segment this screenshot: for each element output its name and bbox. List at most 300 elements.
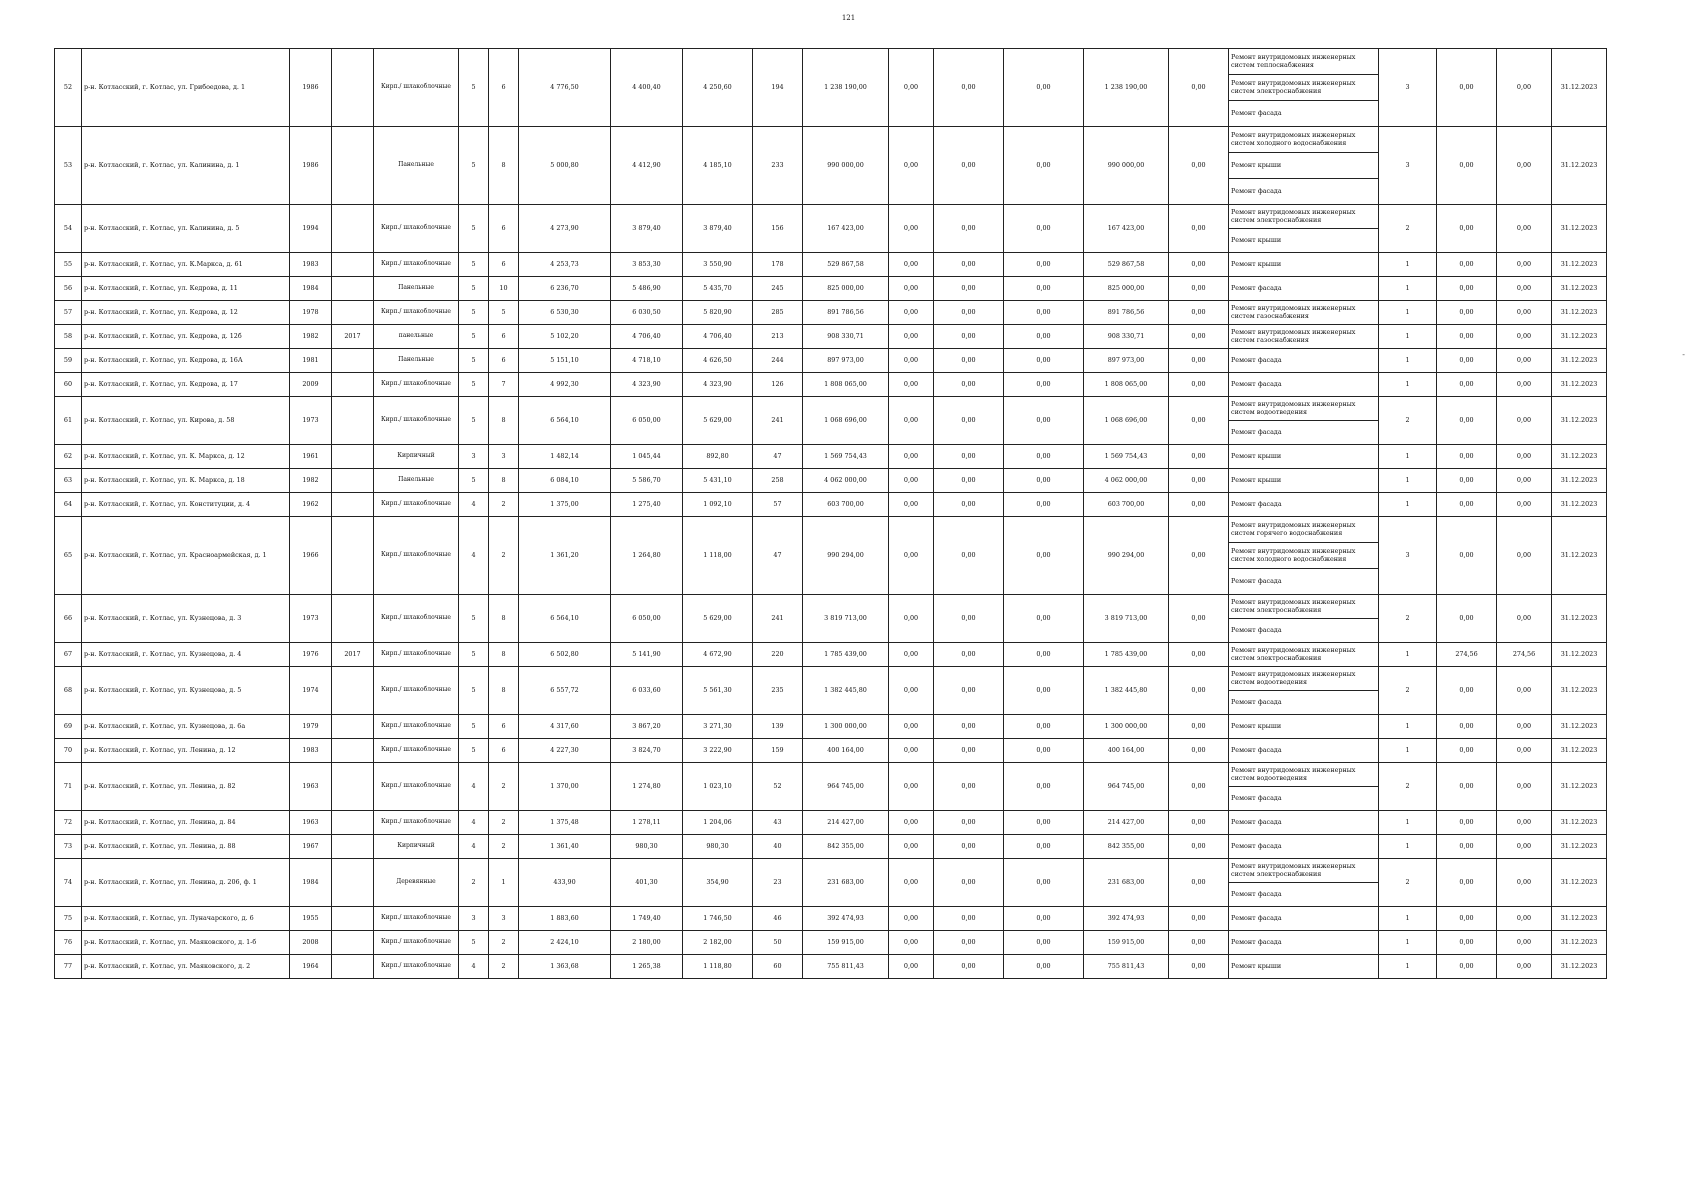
fund-regional-cell: 0,00: [934, 469, 1004, 493]
premises-area-cell: 6 050,00: [611, 397, 683, 445]
cost-total-cell: 908 330,71: [803, 325, 889, 349]
fund-owners-cell: 400 164,00: [1084, 739, 1169, 763]
row-number: 73: [55, 835, 82, 859]
unit-cost-cell: 0,00: [1437, 325, 1497, 349]
table-row: [55, 907, 1607, 931]
cost-total-cell: 1 382 445,80: [803, 667, 889, 715]
cost-total-cell: 842 355,00: [803, 835, 889, 859]
fund-regional-cell: 0,00: [934, 493, 1004, 517]
year-built-cell: 1983: [290, 253, 332, 277]
work-item: Ремонт фасада: [1231, 186, 1282, 195]
address-cell: р-н. Котласский, г. Котлас, ул. Кузнецова, д. 3: [82, 595, 290, 643]
fund-federal-cell: 0,00: [889, 859, 934, 907]
work-item: Ремонт внутридомовых инженерных систем теплоснабжения: [1229, 49, 1378, 75]
wall-material-cell: Панельные: [374, 469, 459, 493]
fund-local-cell: 0,00: [1004, 931, 1084, 955]
works-cell: [1229, 955, 1379, 979]
residents-cell: 241: [753, 397, 803, 445]
year-overhaul-cell: [332, 859, 374, 907]
residents-cell: 194: [753, 49, 803, 127]
address-cell: р-н. Котласский, г. Котлас, ул. Ленина, д. 88: [82, 835, 290, 859]
table-row: [55, 445, 1607, 469]
deadline-cell: 31.12.2023: [1552, 667, 1607, 715]
entrances-cell: 2: [489, 811, 519, 835]
unit-cost-cell: 274,56: [1437, 643, 1497, 667]
table-row: [55, 205, 1607, 253]
residents-cell: 40: [753, 835, 803, 859]
premises-area-cell: 3 853,30: [611, 253, 683, 277]
works-count-cell: 1: [1379, 643, 1437, 667]
deadline-cell: 31.12.2023: [1552, 349, 1607, 373]
year-overhaul-cell: [332, 205, 374, 253]
premises-area-cell: 3 824,70: [611, 739, 683, 763]
address-cell: р-н. Котласский, г. Котлас, ул. Грибоедова, д. 1: [82, 49, 290, 127]
deadline-cell: 31.12.2023: [1552, 301, 1607, 325]
floors-cell: 5: [459, 325, 489, 349]
works-cell: [1229, 397, 1379, 445]
residents-cell: 233: [753, 127, 803, 205]
unit-cost-cell: 0,00: [1437, 907, 1497, 931]
fund-owners-cell: 1 569 754,43: [1084, 445, 1169, 469]
unit-cost-cell: 0,00: [1437, 859, 1497, 907]
deadline-cell: 31.12.2023: [1552, 811, 1607, 835]
residents-cell: 47: [753, 445, 803, 469]
fund-federal-cell: 0,00: [889, 49, 934, 127]
premises-area-cell: 5 586,70: [611, 469, 683, 493]
living-area-cell: 5 435,70: [683, 277, 753, 301]
total-area-cell: 6 084,10: [519, 469, 611, 493]
fund-regional-cell: 0,00: [934, 763, 1004, 811]
works-count-cell: 1: [1379, 931, 1437, 955]
floors-cell: 5: [459, 397, 489, 445]
total-area-cell: 6 557,72: [519, 667, 611, 715]
floors-cell: 5: [459, 349, 489, 373]
fund-federal-cell: 0,00: [889, 325, 934, 349]
fund-regional-cell: 0,00: [934, 811, 1004, 835]
living-area-cell: 3 550,90: [683, 253, 753, 277]
fund-local-cell: 0,00: [1004, 595, 1084, 643]
fund-federal-cell: 0,00: [889, 931, 934, 955]
fund-regional-cell: 0,00: [934, 127, 1004, 205]
year-built-cell: 1984: [290, 277, 332, 301]
deadline-cell: 31.12.2023: [1552, 931, 1607, 955]
work-item: Ремонт внутридомовых инженерных систем электроснабжения: [1229, 205, 1378, 229]
year-overhaul-cell: [332, 373, 374, 397]
table-row: [55, 763, 1607, 811]
work-item: Ремонт фасада: [1231, 355, 1282, 364]
year-overhaul-cell: [332, 955, 374, 979]
work-item: Ремонт внутридомовых инженерных систем холодного водоснабжения: [1229, 127, 1378, 153]
deadline-cell: 31.12.2023: [1552, 373, 1607, 397]
unit-cost-cell: 0,00: [1437, 253, 1497, 277]
total-area-cell: 4 273,90: [519, 205, 611, 253]
max-cost-cell: 0,00: [1497, 349, 1552, 373]
works-cell: [1229, 301, 1379, 325]
cost-total-cell: 897 973,00: [803, 349, 889, 373]
page-number: 121: [841, 14, 856, 22]
row-number: 60: [55, 373, 82, 397]
year-built-cell: 1964: [290, 955, 332, 979]
works-cell: [1229, 205, 1379, 253]
works-count-cell: 1: [1379, 325, 1437, 349]
works-count-cell: 1: [1379, 739, 1437, 763]
residents-cell: 159: [753, 739, 803, 763]
year-overhaul-cell: [332, 349, 374, 373]
floors-cell: 4: [459, 835, 489, 859]
residents-cell: 50: [753, 931, 803, 955]
row-number: 74: [55, 859, 82, 907]
work-item: Ремонт фасада: [1231, 793, 1282, 802]
living-area-cell: 892,80: [683, 445, 753, 469]
year-built-cell: 1982: [290, 325, 332, 349]
cost-total-cell: 214 427,00: [803, 811, 889, 835]
wall-material-cell: Кирп./ шлакоблочные: [374, 253, 459, 277]
cost-total-cell: 990 000,00: [803, 127, 889, 205]
table-body: [55, 49, 1607, 979]
premises-area-cell: 6 030,50: [611, 301, 683, 325]
unit-cost-cell: 0,00: [1437, 595, 1497, 643]
deadline-cell: 31.12.2023: [1552, 643, 1607, 667]
fund-other-cell: 0,00: [1169, 325, 1229, 349]
fund-other-cell: 0,00: [1169, 907, 1229, 931]
address-cell: р-н. Котласский, г. Котлас, ул. Калинина, д. 5: [82, 205, 290, 253]
max-cost-cell: 0,00: [1497, 277, 1552, 301]
table-row: [55, 715, 1607, 739]
residents-cell: 139: [753, 715, 803, 739]
deadline-cell: 31.12.2023: [1552, 907, 1607, 931]
premises-area-cell: 4 400,40: [611, 49, 683, 127]
fund-local-cell: 0,00: [1004, 715, 1084, 739]
overhaul-register-table: [54, 48, 1607, 979]
fund-local-cell: 0,00: [1004, 517, 1084, 595]
work-item: Ремонт внутридомовых инженерных систем электроснабжения: [1229, 75, 1378, 101]
deadline-cell: 31.12.2023: [1552, 49, 1607, 127]
fund-regional-cell: 0,00: [934, 205, 1004, 253]
wall-material-cell: Панельные: [374, 349, 459, 373]
address-cell: р-н. Котласский, г. Котлас, ул. К.Маркса, д. 61: [82, 253, 290, 277]
work-item: Ремонт фасада: [1231, 697, 1282, 706]
row-number: 69: [55, 715, 82, 739]
floors-cell: 5: [459, 301, 489, 325]
year-overhaul-cell: [332, 277, 374, 301]
floors-cell: 5: [459, 373, 489, 397]
fund-other-cell: 0,00: [1169, 349, 1229, 373]
fund-owners-cell: 392 474,93: [1084, 907, 1169, 931]
works-cell: [1229, 253, 1379, 277]
premises-area-cell: 1 265,38: [611, 955, 683, 979]
fund-regional-cell: 0,00: [934, 373, 1004, 397]
fund-owners-cell: 603 700,00: [1084, 493, 1169, 517]
cost-total-cell: 1 785 439,00: [803, 643, 889, 667]
fund-local-cell: 0,00: [1004, 763, 1084, 811]
fund-regional-cell: 0,00: [934, 325, 1004, 349]
works-count-cell: 1: [1379, 907, 1437, 931]
deadline-cell: 31.12.2023: [1552, 955, 1607, 979]
total-area-cell: 4 253,73: [519, 253, 611, 277]
fund-federal-cell: 0,00: [889, 127, 934, 205]
works-count-cell: 3: [1379, 127, 1437, 205]
table-row: [55, 643, 1607, 667]
year-overhaul-cell: [332, 445, 374, 469]
address-cell: р-н. Котласский, г. Котлас, ул. Кедрова, д. 11: [82, 277, 290, 301]
fund-other-cell: 0,00: [1169, 595, 1229, 643]
works-cell: [1229, 349, 1379, 373]
living-area-cell: 3 222,90: [683, 739, 753, 763]
address-cell: р-н. Котласский, г. Котлас, ул. Калинина, д. 1: [82, 127, 290, 205]
max-cost-cell: 0,00: [1497, 811, 1552, 835]
fund-regional-cell: 0,00: [934, 397, 1004, 445]
unit-cost-cell: 0,00: [1437, 811, 1497, 835]
fund-federal-cell: 0,00: [889, 397, 934, 445]
row-number: 75: [55, 907, 82, 931]
works-cell: [1229, 931, 1379, 955]
total-area-cell: 1 375,00: [519, 493, 611, 517]
works-cell: [1229, 373, 1379, 397]
fund-regional-cell: 0,00: [934, 643, 1004, 667]
unit-cost-cell: 0,00: [1437, 445, 1497, 469]
wall-material-cell: Кирп./ шлакоблочные: [374, 49, 459, 127]
max-cost-cell: 0,00: [1497, 955, 1552, 979]
fund-other-cell: 0,00: [1169, 493, 1229, 517]
wall-material-cell: Кирп./ шлакоблочные: [374, 739, 459, 763]
works-cell: [1229, 127, 1379, 205]
table-row: [55, 667, 1607, 715]
entrances-cell: 2: [489, 931, 519, 955]
total-area-cell: 1 361,20: [519, 517, 611, 595]
entrances-cell: 8: [489, 643, 519, 667]
table-row: [55, 325, 1607, 349]
year-built-cell: 1979: [290, 715, 332, 739]
deadline-cell: 31.12.2023: [1552, 127, 1607, 205]
works-count-cell: 1: [1379, 955, 1437, 979]
fund-local-cell: 0,00: [1004, 301, 1084, 325]
row-number: 57: [55, 301, 82, 325]
total-area-cell: 6 236,70: [519, 277, 611, 301]
fund-local-cell: 0,00: [1004, 643, 1084, 667]
floors-cell: 4: [459, 517, 489, 595]
fund-other-cell: 0,00: [1169, 205, 1229, 253]
table-row: [55, 49, 1607, 127]
living-area-cell: 4 626,50: [683, 349, 753, 373]
living-area-cell: 1 204,06: [683, 811, 753, 835]
fund-owners-cell: 1 382 445,80: [1084, 667, 1169, 715]
works-cell: [1229, 277, 1379, 301]
cost-total-cell: 1 808 065,00: [803, 373, 889, 397]
unit-cost-cell: 0,00: [1437, 301, 1497, 325]
fund-other-cell: 0,00: [1169, 763, 1229, 811]
floors-cell: 5: [459, 715, 489, 739]
entrances-cell: 8: [489, 397, 519, 445]
max-cost-cell: 0,00: [1497, 595, 1552, 643]
residents-cell: 46: [753, 907, 803, 931]
premises-area-cell: 401,30: [611, 859, 683, 907]
address-cell: р-н. Котласский, г. Котлас, ул. Ленина, д. 82: [82, 763, 290, 811]
work-item: Ремонт фасада: [1231, 841, 1282, 850]
fund-regional-cell: 0,00: [934, 301, 1004, 325]
fund-owners-cell: 990 000,00: [1084, 127, 1169, 205]
works-count-cell: 1: [1379, 715, 1437, 739]
fund-local-cell: 0,00: [1004, 955, 1084, 979]
fund-regional-cell: 0,00: [934, 595, 1004, 643]
wall-material-cell: Кирп./ шлакоблочные: [374, 715, 459, 739]
total-area-cell: 4 776,50: [519, 49, 611, 127]
works-count-cell: 2: [1379, 667, 1437, 715]
max-cost-cell: 0,00: [1497, 253, 1552, 277]
unit-cost-cell: 0,00: [1437, 517, 1497, 595]
max-cost-cell: 0,00: [1497, 301, 1552, 325]
unit-cost-cell: 0,00: [1437, 127, 1497, 205]
year-built-cell: 1983: [290, 739, 332, 763]
year-overhaul-cell: [332, 595, 374, 643]
year-overhaul-cell: [332, 667, 374, 715]
fund-local-cell: 0,00: [1004, 811, 1084, 835]
total-area-cell: 1 375,48: [519, 811, 611, 835]
residents-cell: 244: [753, 349, 803, 373]
fund-federal-cell: 0,00: [889, 763, 934, 811]
year-overhaul-cell: 2017: [332, 643, 374, 667]
total-area-cell: 1 482,14: [519, 445, 611, 469]
deadline-cell: 31.12.2023: [1552, 835, 1607, 859]
work-item: Ремонт внутридомовых инженерных систем газоснабжения: [1231, 328, 1356, 344]
works-cell: [1229, 715, 1379, 739]
max-cost-cell: 0,00: [1497, 931, 1552, 955]
premises-area-cell: 1 749,40: [611, 907, 683, 931]
fund-federal-cell: 0,00: [889, 715, 934, 739]
premises-area-cell: 3 867,20: [611, 715, 683, 739]
works-count-cell: 1: [1379, 445, 1437, 469]
max-cost-cell: 0,00: [1497, 127, 1552, 205]
living-area-cell: 5 431,10: [683, 469, 753, 493]
table-row: [55, 595, 1607, 643]
works-count-cell: 1: [1379, 469, 1437, 493]
deadline-cell: 31.12.2023: [1552, 325, 1607, 349]
fund-other-cell: 0,00: [1169, 397, 1229, 445]
work-item: Ремонт фасада: [1231, 427, 1282, 436]
total-area-cell: 1 370,00: [519, 763, 611, 811]
wall-material-cell: Кирп./ шлакоблочные: [374, 643, 459, 667]
year-overhaul-cell: [332, 907, 374, 931]
work-item: Ремонт внутридомовых инженерных систем водоотведения: [1229, 397, 1378, 421]
wall-material-cell: Кирп./ шлакоблочные: [374, 517, 459, 595]
living-area-cell: 354,90: [683, 859, 753, 907]
fund-owners-cell: 159 915,00: [1084, 931, 1169, 955]
fund-local-cell: 0,00: [1004, 127, 1084, 205]
residents-cell: 258: [753, 469, 803, 493]
cost-total-cell: 990 294,00: [803, 517, 889, 595]
max-cost-cell: 0,00: [1497, 49, 1552, 127]
fund-regional-cell: 0,00: [934, 253, 1004, 277]
works-cell: [1229, 739, 1379, 763]
fund-regional-cell: 0,00: [934, 955, 1004, 979]
premises-area-cell: 5 486,90: [611, 277, 683, 301]
work-item: Ремонт крыши: [1229, 153, 1378, 179]
living-area-cell: 1 023,10: [683, 763, 753, 811]
year-built-cell: 1966: [290, 517, 332, 595]
year-built-cell: 1978: [290, 301, 332, 325]
works-count-cell: 1: [1379, 835, 1437, 859]
residents-cell: 47: [753, 517, 803, 595]
total-area-cell: 6 530,30: [519, 301, 611, 325]
max-cost-cell: 0,00: [1497, 517, 1552, 595]
fund-owners-cell: 167 423,00: [1084, 205, 1169, 253]
max-cost-cell: 0,00: [1497, 397, 1552, 445]
entrances-cell: 8: [489, 595, 519, 643]
table-row: [55, 127, 1607, 205]
works-count-cell: 1: [1379, 493, 1437, 517]
year-overhaul-cell: [332, 715, 374, 739]
total-area-cell: 5 000,80: [519, 127, 611, 205]
year-overhaul-cell: [332, 49, 374, 127]
fund-owners-cell: 214 427,00: [1084, 811, 1169, 835]
premises-area-cell: 5 141,90: [611, 643, 683, 667]
residents-cell: 52: [753, 763, 803, 811]
wall-material-cell: Деревянные: [374, 859, 459, 907]
living-area-cell: 4 323,90: [683, 373, 753, 397]
wall-material-cell: Кирп./ шлакоблочные: [374, 907, 459, 931]
table-row: [55, 349, 1607, 373]
max-cost-cell: 274,56: [1497, 643, 1552, 667]
works-cell: [1229, 907, 1379, 931]
works-cell: [1229, 517, 1379, 595]
row-number: 66: [55, 595, 82, 643]
entrances-cell: 6: [489, 715, 519, 739]
wall-material-cell: Кирп./ шлакоблочные: [374, 205, 459, 253]
fund-other-cell: 0,00: [1169, 667, 1229, 715]
work-item: Ремонт крыши: [1231, 451, 1282, 460]
cost-total-cell: 891 786,56: [803, 301, 889, 325]
fund-federal-cell: 0,00: [889, 955, 934, 979]
work-item: Ремонт фасада: [1231, 108, 1282, 117]
premises-area-cell: 4 412,90: [611, 127, 683, 205]
address-cell: р-н. Котласский, г. Котлас, ул. Луначарского, д. 6: [82, 907, 290, 931]
works-cell: [1229, 469, 1379, 493]
deadline-cell: 31.12.2023: [1552, 517, 1607, 595]
premises-area-cell: 4 718,10: [611, 349, 683, 373]
entrances-cell: 6: [489, 49, 519, 127]
unit-cost-cell: 0,00: [1437, 349, 1497, 373]
works-count-cell: 2: [1379, 859, 1437, 907]
fund-owners-cell: 1 808 065,00: [1084, 373, 1169, 397]
max-cost-cell: 0,00: [1497, 739, 1552, 763]
deadline-cell: 31.12.2023: [1552, 469, 1607, 493]
row-number: 67: [55, 643, 82, 667]
entrances-cell: 5: [489, 301, 519, 325]
max-cost-cell: 0,00: [1497, 907, 1552, 931]
works-count-cell: 3: [1379, 49, 1437, 127]
entrances-cell: 2: [489, 517, 519, 595]
total-area-cell: 4 227,30: [519, 739, 611, 763]
wall-material-cell: Панельные: [374, 127, 459, 205]
floors-cell: 4: [459, 763, 489, 811]
work-item: Ремонт внутридомовых инженерных систем водоотведения: [1229, 667, 1378, 691]
fund-local-cell: 0,00: [1004, 493, 1084, 517]
deadline-cell: 31.12.2023: [1552, 595, 1607, 643]
fund-local-cell: 0,00: [1004, 667, 1084, 715]
row-number: 72: [55, 811, 82, 835]
total-area-cell: 2 424,10: [519, 931, 611, 955]
row-number: 77: [55, 955, 82, 979]
cost-total-cell: 1 300 000,00: [803, 715, 889, 739]
cost-total-cell: 964 745,00: [803, 763, 889, 811]
living-area-cell: 5 561,30: [683, 667, 753, 715]
unit-cost-cell: 0,00: [1437, 715, 1497, 739]
work-item: Ремонт фасада: [1231, 913, 1282, 922]
unit-cost-cell: 0,00: [1437, 277, 1497, 301]
work-item: Ремонт фасада: [1231, 937, 1282, 946]
max-cost-cell: 0,00: [1497, 715, 1552, 739]
table-row: [55, 397, 1607, 445]
fund-local-cell: 0,00: [1004, 739, 1084, 763]
